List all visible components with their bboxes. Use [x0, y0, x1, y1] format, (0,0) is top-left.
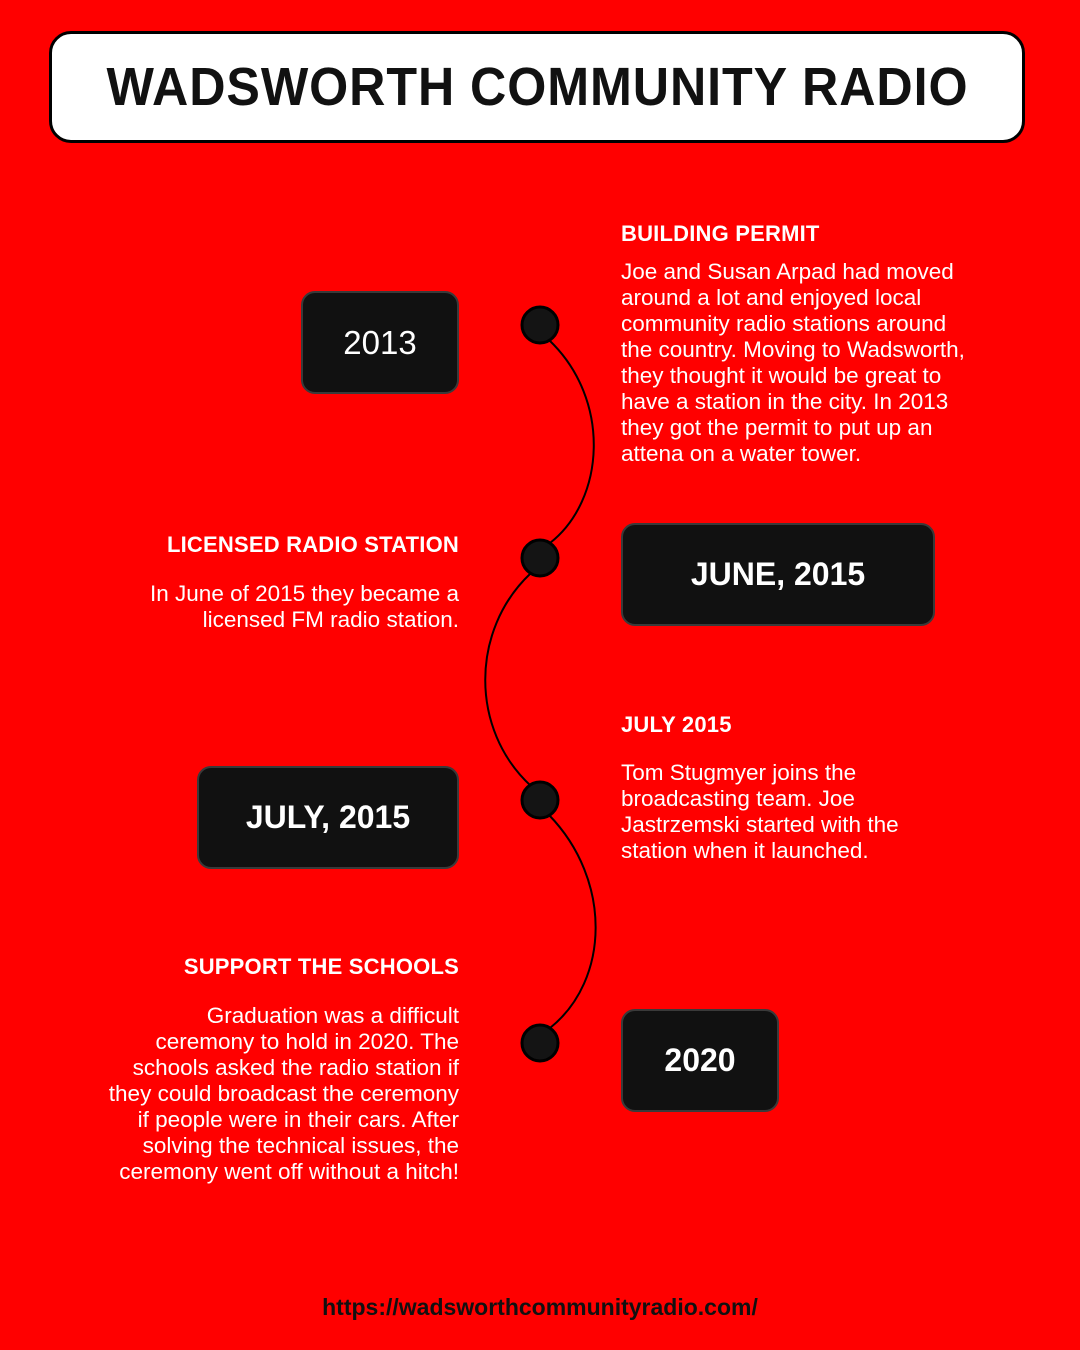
event-heading-july-2015: JULY 2015 [621, 712, 732, 737]
date-label: 2020 [664, 1042, 736, 1078]
date-badge-2013 [301, 291, 459, 394]
date-label: JULY, 2015 [245, 799, 411, 835]
page-title: WADSWORTH COMMUNITY RADIO [105, 57, 969, 117]
date-badge-2020 [621, 1009, 779, 1112]
date-badge-july-2015 [197, 766, 459, 869]
website-link[interactable]: https://wadsworthcommunityradio.com/ [322, 1294, 758, 1320]
date-label: JUNE, 2015 [690, 556, 866, 592]
event-heading-building-permit: BUILDING PERMIT [621, 221, 820, 246]
timeline-dot-1 [522, 307, 558, 343]
timeline-dot-2 [522, 540, 558, 576]
timeline-dot-4 [522, 1025, 558, 1061]
timeline-dot-3 [522, 782, 558, 818]
event-heading-support-the-schools: SUPPORT THE SCHOOLS [183, 954, 459, 979]
timeline-curve [485, 340, 595, 1028]
event-body-july-2015: Tom Stugmyer joins the broadcasting team. Joe Jastrzemski started with the station when it launched. [621, 760, 899, 863]
date-badge-june-2015 [621, 523, 935, 626]
date-label: 2013 [343, 323, 417, 361]
event-body-licensed-radio-station: In June of 2015 they became a licensed FM radio station. [150, 581, 459, 632]
event-body-support-the-schools: Graduation was a difficult ceremony to hold in 2020. The schools asked the radio station if they could broadcast the ceremony if people were in their cars. After solving the technical issues, the ceremony went off without a hitch! [108, 1003, 459, 1184]
event-heading-licensed-radio-station: LICENSED RADIO STATION [166, 532, 459, 557]
event-body-building-permit: Joe and Susan Arpad had moved around a lot and enjoyed local community radio stations around the country. Moving to Wadsworth, they thought it would be great to have a station in the city. In 2013 they got the permit to put up an attena on a water tower. [621, 259, 965, 466]
